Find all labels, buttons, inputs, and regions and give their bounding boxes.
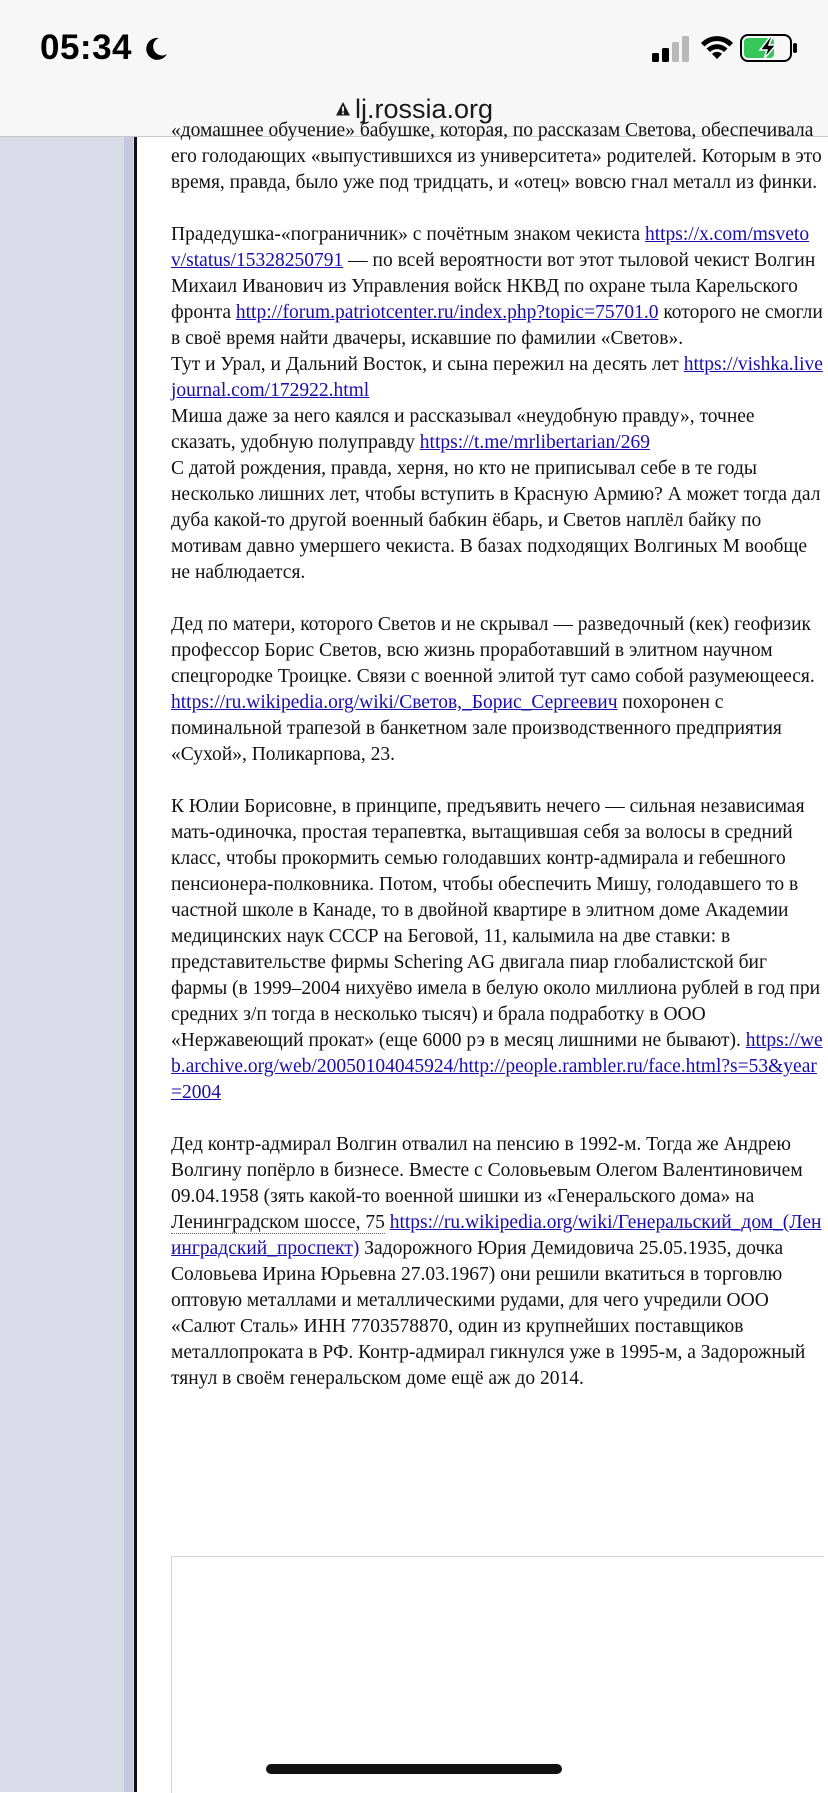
url-domain: lj.rossia.org xyxy=(354,94,494,124)
text-span: Тут и Урал, и Дальний Восток, и сына пережил на десять лет xyxy=(171,354,684,375)
post-body xyxy=(171,118,823,1418)
link-twitter-status[interactable]: https://x.com/msvetov/status/15328250791 xyxy=(171,224,810,271)
link-wikipedia-generalsky-dom[interactable]: https://ru.wikipedia.org/wiki/Генеральский_дом_(Ленинградский_проспект) xyxy=(171,1212,822,1259)
cellular-signal-icon xyxy=(652,36,692,62)
paragraph-1: «домашнее обучение» бабушке, которая, по рассказам Светова, обеспечивала его голодающих «выпустившихся из университета» родителей. Которым в это время, правда, было уже под тридцать, и «отец» вовсю гнал металл из финки. xyxy=(171,120,822,193)
moon-icon xyxy=(140,34,170,64)
home-indicator[interactable] xyxy=(266,1764,562,1774)
link-vishka-livejournal[interactable]: https://vishka.livejournal.com/172922.html xyxy=(171,354,823,401)
text-span: похоронен с поминальной трапезой в банкетном зале производственного предприятия «Сухой», Поликарпова, 23. xyxy=(171,692,782,765)
paragraph-5 xyxy=(171,1132,823,1392)
text-span: К Юлии Борисовне, в принципе, предъявить нечего — сильная независимая мать-одиночка, простая терапевтка, вытащившая себя за волосы в средний класс, чтобы прокормить семью голодавших контр-адмирала и гебешного пенсионера-полковника. Потом, чтобы обеспечить Мишу, голодавшего то в частной школе в Канаде, то в двойной квартире в элитном доме Академии медицинских наук СССР на Беговой, 11, калымила на две ставки: в представительстве фирмы Schering AG двигала пиар глобалистской биг фармы (в 1999–2004 нихуёво имела в белую около миллиона рублей в год при средних з/п тогда в несколько тысяч) и брала подработку в ООО «Нержавеющий прокат» (еще 6000 рэ в месяц лишними не бывают). xyxy=(171,796,821,1051)
text-span: Миша даже за него каялся и рассказывал «неудобную правду», точнее сказать, удобную полуправду xyxy=(171,406,755,453)
embed-frame xyxy=(171,1556,824,1793)
wifi-icon xyxy=(699,33,735,63)
text-span: Задорожного Юрия Демидовича 25.05.1935, дочка Соловьева Ирина Юрьевна 27.03.1967) они решили вкатиться в торговлю оптовую металлами и металлическими рудами, для чего учредили ООО «Салют Сталь» ИНН 7703578870, один из крупнейших поставщиков металлопроката в РФ. Контр-адмирал гикнулся уже в 1995-м, а Задорожный тянул в своём генеральском доме ещё аж до 2014. xyxy=(171,1238,806,1389)
paragraph-2 xyxy=(171,222,823,586)
content-divider xyxy=(134,137,137,1792)
battery-charging-icon xyxy=(740,34,798,62)
left-sidebar-background xyxy=(0,137,136,1792)
paragraph-4 xyxy=(171,794,823,1106)
status-bar xyxy=(0,0,828,94)
status-time: 05:34 xyxy=(40,28,133,67)
text-span: Дед по матери, которого Светов и не скрывал — разведочный (кек) геофизик профессор Борис Светов, всю жизнь проработавший в элитном научном спецгородке Троицке. Связи с военной элитой тут само собой разумеющееся. xyxy=(171,614,815,687)
paragraph-3 xyxy=(171,612,823,768)
text-span: Дед контр-адмирал Волгин отвалил на пенсию в 1992-м. Тогда же Андрею Волгину попёрло в бизнесе. Вместе с Соловьевым Олегом Валентиновичем 09.04.1958 (зять какой-то военной шишки из «Генеральского дома» на xyxy=(171,1134,803,1207)
text-span: Прадедушка-«пограничник» с почётным знаком чекиста xyxy=(171,224,645,245)
text-span: — по всей вероятности вот этот тыловой чекист Волгин Михаил Иванович из Управления войск НКВД по охране тыла Карельского фронта xyxy=(171,250,816,323)
link-telegram-mrlibertarian[interactable]: https://t.me/mrlibertarian/269 xyxy=(419,432,650,453)
text-span: С датой рождения, правда, херня, но кто не приписывал себе в те годы несколько лишних лет, чтобы вступить в Красную Армию? А может тогда дал дуба какой-то другой военный бабкин ёбарь, и Светов наплёл байку по мотивам давно умершего чекиста. В базах подходящих Волгиных М вообще не наблюдается. xyxy=(171,458,821,583)
text-span: которого не смогли в своё время найти двачеры, искавшие по фамилии «Светов». xyxy=(171,302,823,349)
left-sidebar-stripe xyxy=(124,137,133,1792)
link-web-archive[interactable]: https://web.archive.org/web/20050104045924/http://people.rambler.ru/face.html?s=53&year=2004 xyxy=(171,1030,823,1103)
link-patriotcenter-forum[interactable]: http://forum.patriotcenter.ru/index.php?topic=75701.0 xyxy=(235,302,659,323)
link-wikipedia-svetov[interactable]: https://ru.wikipedia.org/wiki/Светов,_Борис_Сергеевич xyxy=(171,692,618,713)
address-dotted: Ленинградском шоссе, 75 xyxy=(171,1212,385,1233)
not-secure-warning-icon xyxy=(335,101,351,117)
